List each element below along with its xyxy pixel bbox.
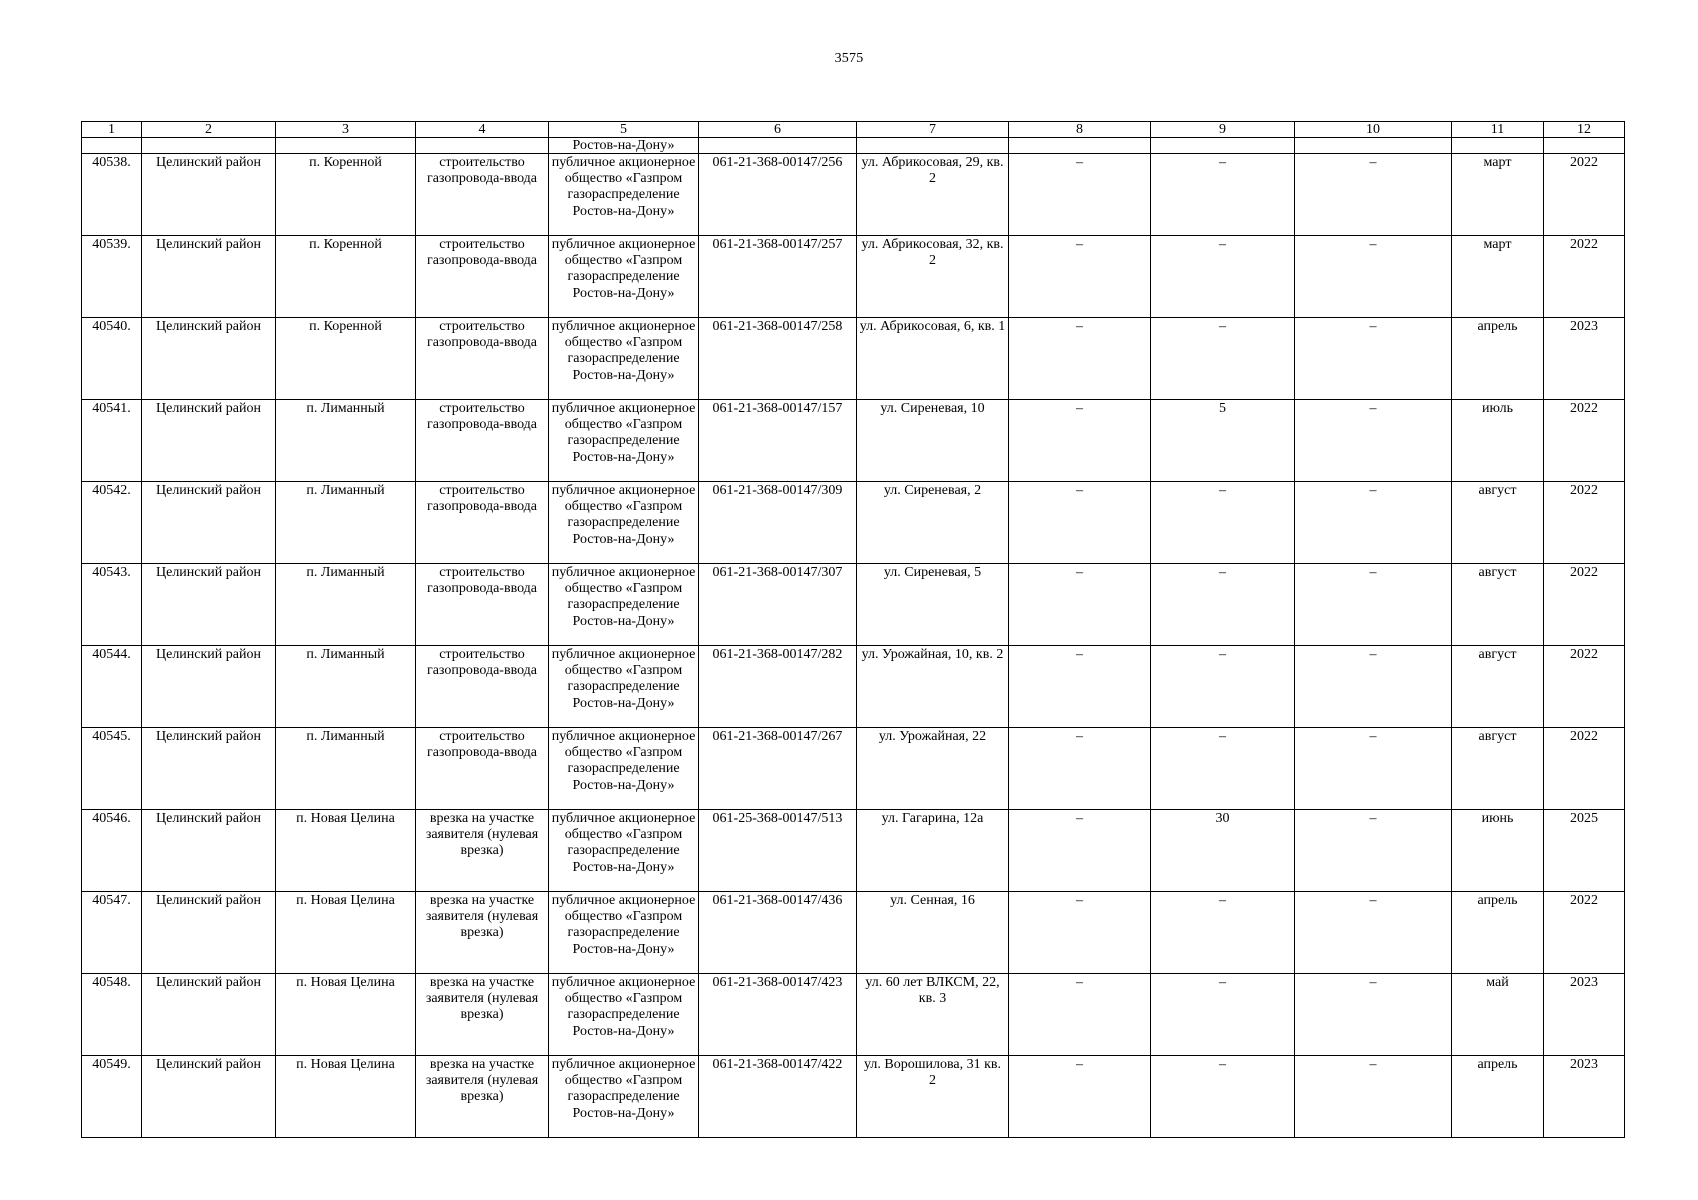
- table-cell-col-11: апрель: [1452, 892, 1544, 974]
- table-cell-col-8: 8: [1009, 122, 1151, 138]
- table-row: [82, 318, 1625, 400]
- table-cell-col-5: Ростов-на-Дону»: [549, 138, 699, 154]
- table-cell-col-7: 7: [857, 122, 1009, 138]
- table-cell-col-8: –: [1009, 400, 1151, 482]
- table-cell-col-1: 1: [82, 122, 142, 138]
- table-cell-col-5: публичное акционерное общество «Газпром газораспределение Ростов-на-Дону»: [549, 400, 699, 482]
- table-cell-col-8: –: [1009, 236, 1151, 318]
- table-cell-col-1: 40541.: [82, 400, 142, 482]
- continuation-row: [82, 138, 1625, 154]
- table-cell-col-6: 061-25-368-00147/513: [699, 810, 857, 892]
- table-cell-col-12: 2022: [1544, 646, 1625, 728]
- table-cell-col-7: ул. Сенная, 16: [857, 892, 1009, 974]
- table-cell-col-6: 061-21-368-00147/282: [699, 646, 857, 728]
- table-cell-col-4: [416, 138, 549, 154]
- table-cell-col-7: ул. Абрикосовая, 29, кв. 2: [857, 154, 1009, 236]
- table-cell-col-6: 061-21-368-00147/258: [699, 318, 857, 400]
- table-cell-col-3: 3: [276, 122, 416, 138]
- table-cell-col-6: 061-21-368-00147/257: [699, 236, 857, 318]
- table-cell-col-11: 11: [1452, 122, 1544, 138]
- table-cell-col-2: Целинский район: [142, 318, 276, 400]
- table-row: [82, 564, 1625, 646]
- table-cell-col-5: публичное акционерное общество «Газпром газораспределение Ростов-на-Дону»: [549, 728, 699, 810]
- table-cell-col-11: май: [1452, 974, 1544, 1056]
- table-cell-col-8: –: [1009, 810, 1151, 892]
- table-cell-col-4: врезка на участке заявителя (нулевая врезка): [416, 810, 549, 892]
- table-cell-col-11: [1452, 138, 1544, 154]
- table-row: [82, 400, 1625, 482]
- table-cell-col-12: 2025: [1544, 810, 1625, 892]
- table-cell-col-7: ул. Сиреневая, 2: [857, 482, 1009, 564]
- table-cell-col-7: ул. 60 лет ВЛКСМ, 22, кв. 3: [857, 974, 1009, 1056]
- table-cell-col-3: п. Лиманный: [276, 728, 416, 810]
- column-number-row: [82, 122, 1625, 138]
- table-cell-col-2: Целинский район: [142, 892, 276, 974]
- table-cell-col-9: 5: [1151, 400, 1295, 482]
- table-cell-col-7: ул. Абрикосовая, 6, кв. 1: [857, 318, 1009, 400]
- table-cell-col-3: п. Коренной: [276, 236, 416, 318]
- table-cell-col-5: публичное акционерное общество «Газпром газораспределение Ростов-на-Дону»: [549, 1056, 699, 1138]
- table-cell-col-6: 061-21-368-00147/422: [699, 1056, 857, 1138]
- table-cell-col-3: п. Лиманный: [276, 564, 416, 646]
- table-cell-col-11: июнь: [1452, 810, 1544, 892]
- table-cell-col-4: 4: [416, 122, 549, 138]
- table-cell-col-8: –: [1009, 728, 1151, 810]
- table-cell-col-2: Целинский район: [142, 810, 276, 892]
- table-cell-col-11: июль: [1452, 400, 1544, 482]
- table-cell-col-6: 061-21-368-00147/309: [699, 482, 857, 564]
- table-cell-col-5: публичное акционерное общество «Газпром газораспределение Ростов-на-Дону»: [549, 892, 699, 974]
- table-cell-col-12: 2022: [1544, 728, 1625, 810]
- table-cell-col-5: публичное акционерное общество «Газпром газораспределение Ростов-на-Дону»: [549, 482, 699, 564]
- table-cell-col-4: врезка на участке заявителя (нулевая врезка): [416, 892, 549, 974]
- table-cell-col-10: –: [1295, 810, 1452, 892]
- table-cell-col-11: март: [1452, 154, 1544, 236]
- table-cell-col-6: 061-21-368-00147/256: [699, 154, 857, 236]
- table-cell-col-8: –: [1009, 154, 1151, 236]
- table-cell-col-2: Целинский район: [142, 646, 276, 728]
- table-cell-col-5: публичное акционерное общество «Газпром газораспределение Ростов-на-Дону»: [549, 318, 699, 400]
- table-cell-col-2: [142, 138, 276, 154]
- table-cell-col-10: [1295, 138, 1452, 154]
- table-cell-col-9: –: [1151, 728, 1295, 810]
- table-cell-col-10: –: [1295, 728, 1452, 810]
- table-cell-col-11: март: [1452, 236, 1544, 318]
- table-cell-col-3: п. Новая Целина: [276, 892, 416, 974]
- table-cell-col-8: –: [1009, 564, 1151, 646]
- table-row: [82, 1056, 1625, 1138]
- table-cell-col-9: 30: [1151, 810, 1295, 892]
- table-cell-col-11: август: [1452, 564, 1544, 646]
- table-cell-col-5: публичное акционерное общество «Газпром газораспределение Ростов-на-Дону»: [549, 810, 699, 892]
- table-cell-col-12: 2022: [1544, 482, 1625, 564]
- table-cell-col-11: апрель: [1452, 318, 1544, 400]
- table-cell-col-3: п. Новая Целина: [276, 974, 416, 1056]
- table-cell-col-11: апрель: [1452, 1056, 1544, 1138]
- table-cell-col-8: –: [1009, 646, 1151, 728]
- registry-table: [81, 121, 1625, 1138]
- table-cell-col-9: –: [1151, 974, 1295, 1056]
- table-cell-col-1: 40547.: [82, 892, 142, 974]
- table-cell-col-4: строительство газопровода-ввода: [416, 400, 549, 482]
- table-cell-col-12: [1544, 138, 1625, 154]
- table-cell-col-1: [82, 138, 142, 154]
- table-cell-col-10: 10: [1295, 122, 1452, 138]
- table-cell-col-10: –: [1295, 1056, 1452, 1138]
- table-cell-col-7: ул. Сиреневая, 5: [857, 564, 1009, 646]
- table-body: [82, 122, 1625, 1138]
- table-cell-col-4: строительство газопровода-ввода: [416, 728, 549, 810]
- table-cell-col-12: 2023: [1544, 1056, 1625, 1138]
- table-cell-col-5: публичное акционерное общество «Газпром газораспределение Ростов-на-Дону»: [549, 564, 699, 646]
- table-row: [82, 728, 1625, 810]
- table-cell-col-7: ул. Урожайная, 22: [857, 728, 1009, 810]
- table-row: [82, 154, 1625, 236]
- table-cell-col-1: 40543.: [82, 564, 142, 646]
- table-cell-col-7: ул. Ворошилова, 31 кв. 2: [857, 1056, 1009, 1138]
- table-cell-col-1: 40539.: [82, 236, 142, 318]
- table-cell-col-4: строительство газопровода-ввода: [416, 154, 549, 236]
- table-cell-col-5: 5: [549, 122, 699, 138]
- table-cell-col-9: –: [1151, 236, 1295, 318]
- table-cell-col-9: –: [1151, 482, 1295, 564]
- table-cell-col-3: п. Лиманный: [276, 400, 416, 482]
- table-cell-col-2: Целинский район: [142, 974, 276, 1056]
- table-cell-col-9: –: [1151, 892, 1295, 974]
- table-cell-col-12: 2022: [1544, 236, 1625, 318]
- table-cell-col-3: [276, 138, 416, 154]
- table-cell-col-12: 2023: [1544, 318, 1625, 400]
- table-cell-col-9: –: [1151, 564, 1295, 646]
- table-cell-col-10: –: [1295, 236, 1452, 318]
- table-cell-col-1: 40546.: [82, 810, 142, 892]
- table-cell-col-1: 40548.: [82, 974, 142, 1056]
- table-row: [82, 810, 1625, 892]
- table-row: [82, 482, 1625, 564]
- table-cell-col-2: Целинский район: [142, 564, 276, 646]
- table-cell-col-3: п. Новая Целина: [276, 810, 416, 892]
- table-cell-col-5: публичное акционерное общество «Газпром газораспределение Ростов-на-Дону»: [549, 974, 699, 1056]
- table-cell-col-1: 40542.: [82, 482, 142, 564]
- table-cell-col-6: 061-21-368-00147/267: [699, 728, 857, 810]
- table-row: [82, 646, 1625, 728]
- table-cell-col-9: [1151, 138, 1295, 154]
- table-cell-col-9: –: [1151, 318, 1295, 400]
- table-cell-col-1: 40538.: [82, 154, 142, 236]
- table-cell-col-10: –: [1295, 564, 1452, 646]
- table-cell-col-8: –: [1009, 974, 1151, 1056]
- table-cell-col-10: –: [1295, 318, 1452, 400]
- table-cell-col-9: –: [1151, 1056, 1295, 1138]
- table-cell-col-10: –: [1295, 892, 1452, 974]
- table-cell-col-9: –: [1151, 154, 1295, 236]
- table-cell-col-8: –: [1009, 1056, 1151, 1138]
- table-cell-col-12: 2022: [1544, 564, 1625, 646]
- table-cell-col-5: публичное акционерное общество «Газпром газораспределение Ростов-на-Дону»: [549, 154, 699, 236]
- table-cell-col-10: –: [1295, 400, 1452, 482]
- table-cell-col-2: 2: [142, 122, 276, 138]
- table-cell-col-12: 2022: [1544, 154, 1625, 236]
- table-cell-col-8: –: [1009, 318, 1151, 400]
- table-cell-col-8: –: [1009, 482, 1151, 564]
- table-cell-col-7: [857, 138, 1009, 154]
- table-cell-col-6: 6: [699, 122, 857, 138]
- table-cell-col-4: строительство газопровода-ввода: [416, 482, 549, 564]
- table-cell-col-11: август: [1452, 646, 1544, 728]
- table-cell-col-8: [1009, 138, 1151, 154]
- table-cell-col-6: 061-21-368-00147/307: [699, 564, 857, 646]
- table-row: [82, 974, 1625, 1056]
- table-cell-col-3: п. Новая Целина: [276, 1056, 416, 1138]
- table-cell-col-1: 40544.: [82, 646, 142, 728]
- table-cell-col-10: –: [1295, 154, 1452, 236]
- table-cell-col-7: ул. Урожайная, 10, кв. 2: [857, 646, 1009, 728]
- table-cell-col-7: ул. Абрикосовая, 32, кв. 2: [857, 236, 1009, 318]
- table-cell-col-2: Целинский район: [142, 154, 276, 236]
- table-cell-col-2: Целинский район: [142, 482, 276, 564]
- table-cell-col-4: врезка на участке заявителя (нулевая врезка): [416, 974, 549, 1056]
- table-cell-col-3: п. Коренной: [276, 154, 416, 236]
- table-cell-col-2: Целинский район: [142, 728, 276, 810]
- table-cell-col-2: Целинский район: [142, 400, 276, 482]
- table-cell-col-6: [699, 138, 857, 154]
- table-cell-col-7: ул. Сиреневая, 10: [857, 400, 1009, 482]
- table-cell-col-6: 061-21-368-00147/436: [699, 892, 857, 974]
- table-cell-col-12: 2022: [1544, 400, 1625, 482]
- table-cell-col-4: строительство газопровода-ввода: [416, 564, 549, 646]
- table-cell-col-11: август: [1452, 482, 1544, 564]
- table-cell-col-4: врезка на участке заявителя (нулевая врезка): [416, 1056, 549, 1138]
- table-cell-col-4: строительство газопровода-ввода: [416, 236, 549, 318]
- table-cell-col-4: строительство газопровода-ввода: [416, 318, 549, 400]
- table-cell-col-12: 2023: [1544, 974, 1625, 1056]
- table-cell-col-1: 40540.: [82, 318, 142, 400]
- table-cell-col-5: публичное акционерное общество «Газпром газораспределение Ростов-на-Дону»: [549, 236, 699, 318]
- table-cell-col-5: публичное акционерное общество «Газпром газораспределение Ростов-на-Дону»: [549, 646, 699, 728]
- table-cell-col-3: п. Коренной: [276, 318, 416, 400]
- table-cell-col-8: –: [1009, 892, 1151, 974]
- table-cell-col-3: п. Лиманный: [276, 646, 416, 728]
- table-row: [82, 892, 1625, 974]
- table-cell-col-10: –: [1295, 646, 1452, 728]
- table-cell-col-12: 12: [1544, 122, 1625, 138]
- table-cell-col-4: строительство газопровода-ввода: [416, 646, 549, 728]
- table-cell-col-6: 061-21-368-00147/157: [699, 400, 857, 482]
- table-cell-col-11: август: [1452, 728, 1544, 810]
- table-cell-col-3: п. Лиманный: [276, 482, 416, 564]
- table-cell-col-10: –: [1295, 482, 1452, 564]
- table-cell-col-10: –: [1295, 974, 1452, 1056]
- table-cell-col-2: Целинский район: [142, 236, 276, 318]
- table-cell-col-1: 40545.: [82, 728, 142, 810]
- table-cell-col-2: Целинский район: [142, 1056, 276, 1138]
- table-cell-col-1: 40549.: [82, 1056, 142, 1138]
- page-number: 3575: [834, 51, 864, 66]
- table-row: [82, 236, 1625, 318]
- table-cell-col-7: ул. Гагарина, 12а: [857, 810, 1009, 892]
- table-cell-col-9: 9: [1151, 122, 1295, 138]
- table-cell-col-9: –: [1151, 646, 1295, 728]
- table-cell-col-6: 061-21-368-00147/423: [699, 974, 857, 1056]
- table-cell-col-12: 2022: [1544, 892, 1625, 974]
